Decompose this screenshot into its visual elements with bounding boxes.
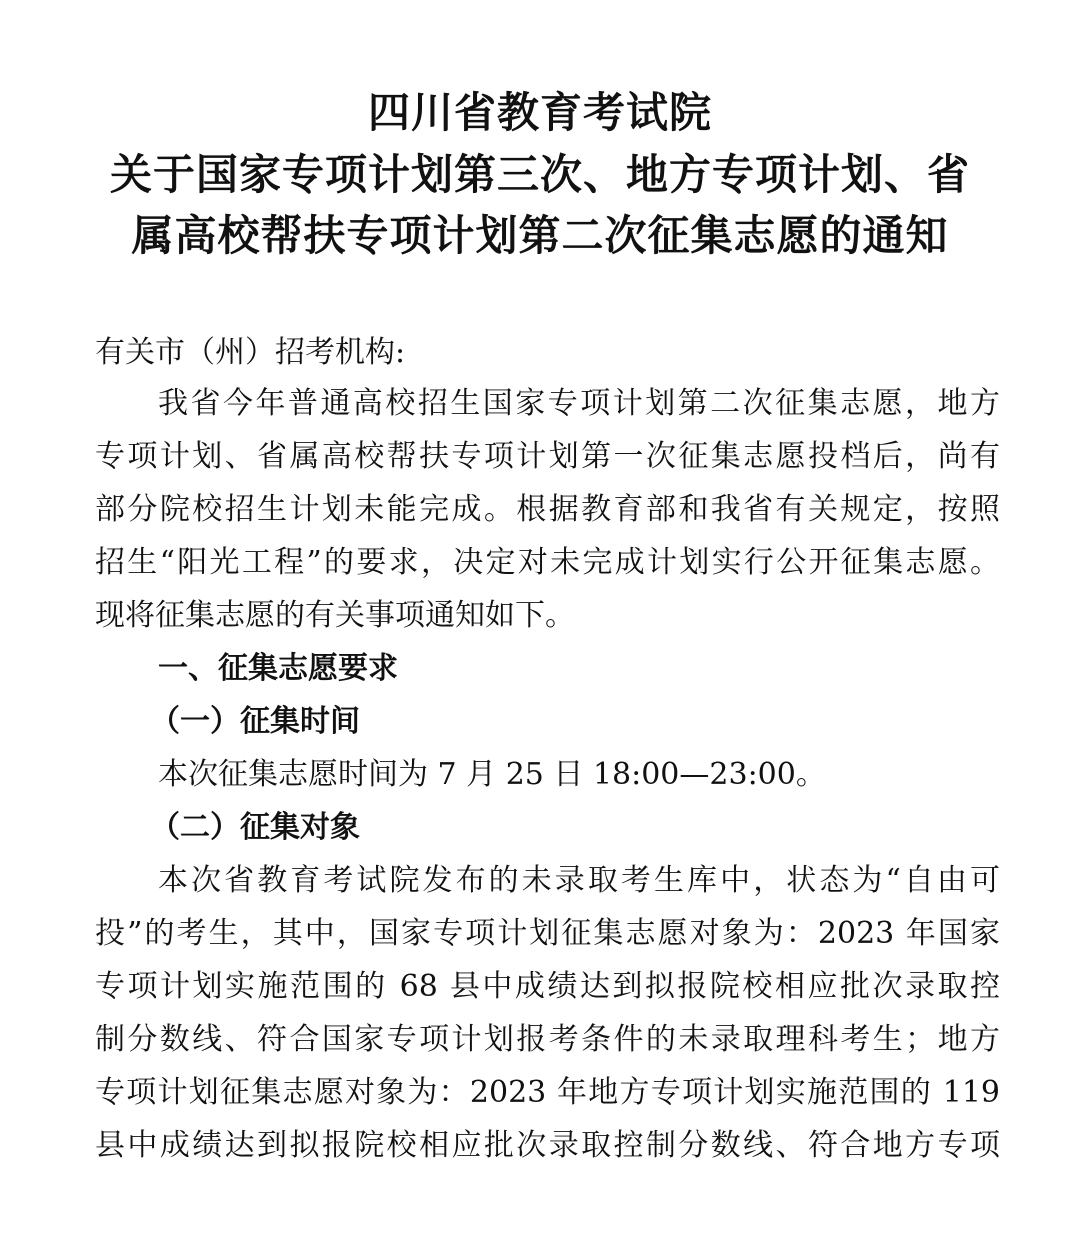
intro-paragraph-line: 现将征集志愿的有关事项通知如下。 bbox=[95, 598, 575, 633]
collection-time-text: 本次征集志愿时间为 7 月 25 日 18:00—23:00。 bbox=[158, 757, 826, 792]
subsection-heading-targets: （二）征集对象 bbox=[150, 810, 360, 845]
intro-paragraph-line: 我省今年普通高校招生国家专项计划第二次征集志愿，地方 bbox=[158, 386, 1000, 421]
targets-paragraph-line: 制分数线、符合国家专项计划报考条件的未录取理科考生；地方 bbox=[95, 1022, 1000, 1057]
intro-paragraph-line: 部分院校招生计划未能完成。根据教育部和我省有关规定，按照 bbox=[95, 492, 1000, 527]
subsection-heading-time: （一）征集时间 bbox=[150, 704, 360, 739]
targets-paragraph-line: 县中成绩达到拟报院校相应批次录取控制分数线、符合地方专项 bbox=[95, 1128, 1000, 1163]
targets-paragraph-line: 本次省教育考试院发布的未录取考生库中，状态为“自由可 bbox=[158, 863, 1000, 898]
section-heading-requirements: 一、征集志愿要求 bbox=[158, 651, 398, 686]
targets-paragraph-line: 专项计划实施范围的 68 县中成绩达到拟报院校相应批次录取控 bbox=[95, 969, 1000, 1004]
targets-paragraph-line: 专项计划征集志愿对象为：2023 年地方专项计划实施范围的 119 bbox=[95, 1075, 1000, 1110]
document-title-line-3: 属高校帮扶专项计划第二次征集志愿的通知 bbox=[131, 211, 949, 260]
targets-paragraph-line: 投”的考生，其中，国家专项计划征集志愿对象为：2023 年国家 bbox=[95, 916, 1000, 951]
document-title-line-1: 四川省教育考试院 bbox=[367, 88, 712, 137]
document-title-line-2: 关于国家专项计划第三次、地方专项计划、省 bbox=[109, 150, 970, 199]
intro-paragraph-line: 专项计划、省属高校帮扶专项计划第一次征集志愿投档后，尚有 bbox=[95, 439, 1000, 474]
salutation: 有关市（州）招考机构: bbox=[95, 335, 406, 370]
intro-paragraph-line: 招生“阳光工程”的要求，决定对未完成计划实行公开征集志愿。 bbox=[95, 545, 1000, 580]
